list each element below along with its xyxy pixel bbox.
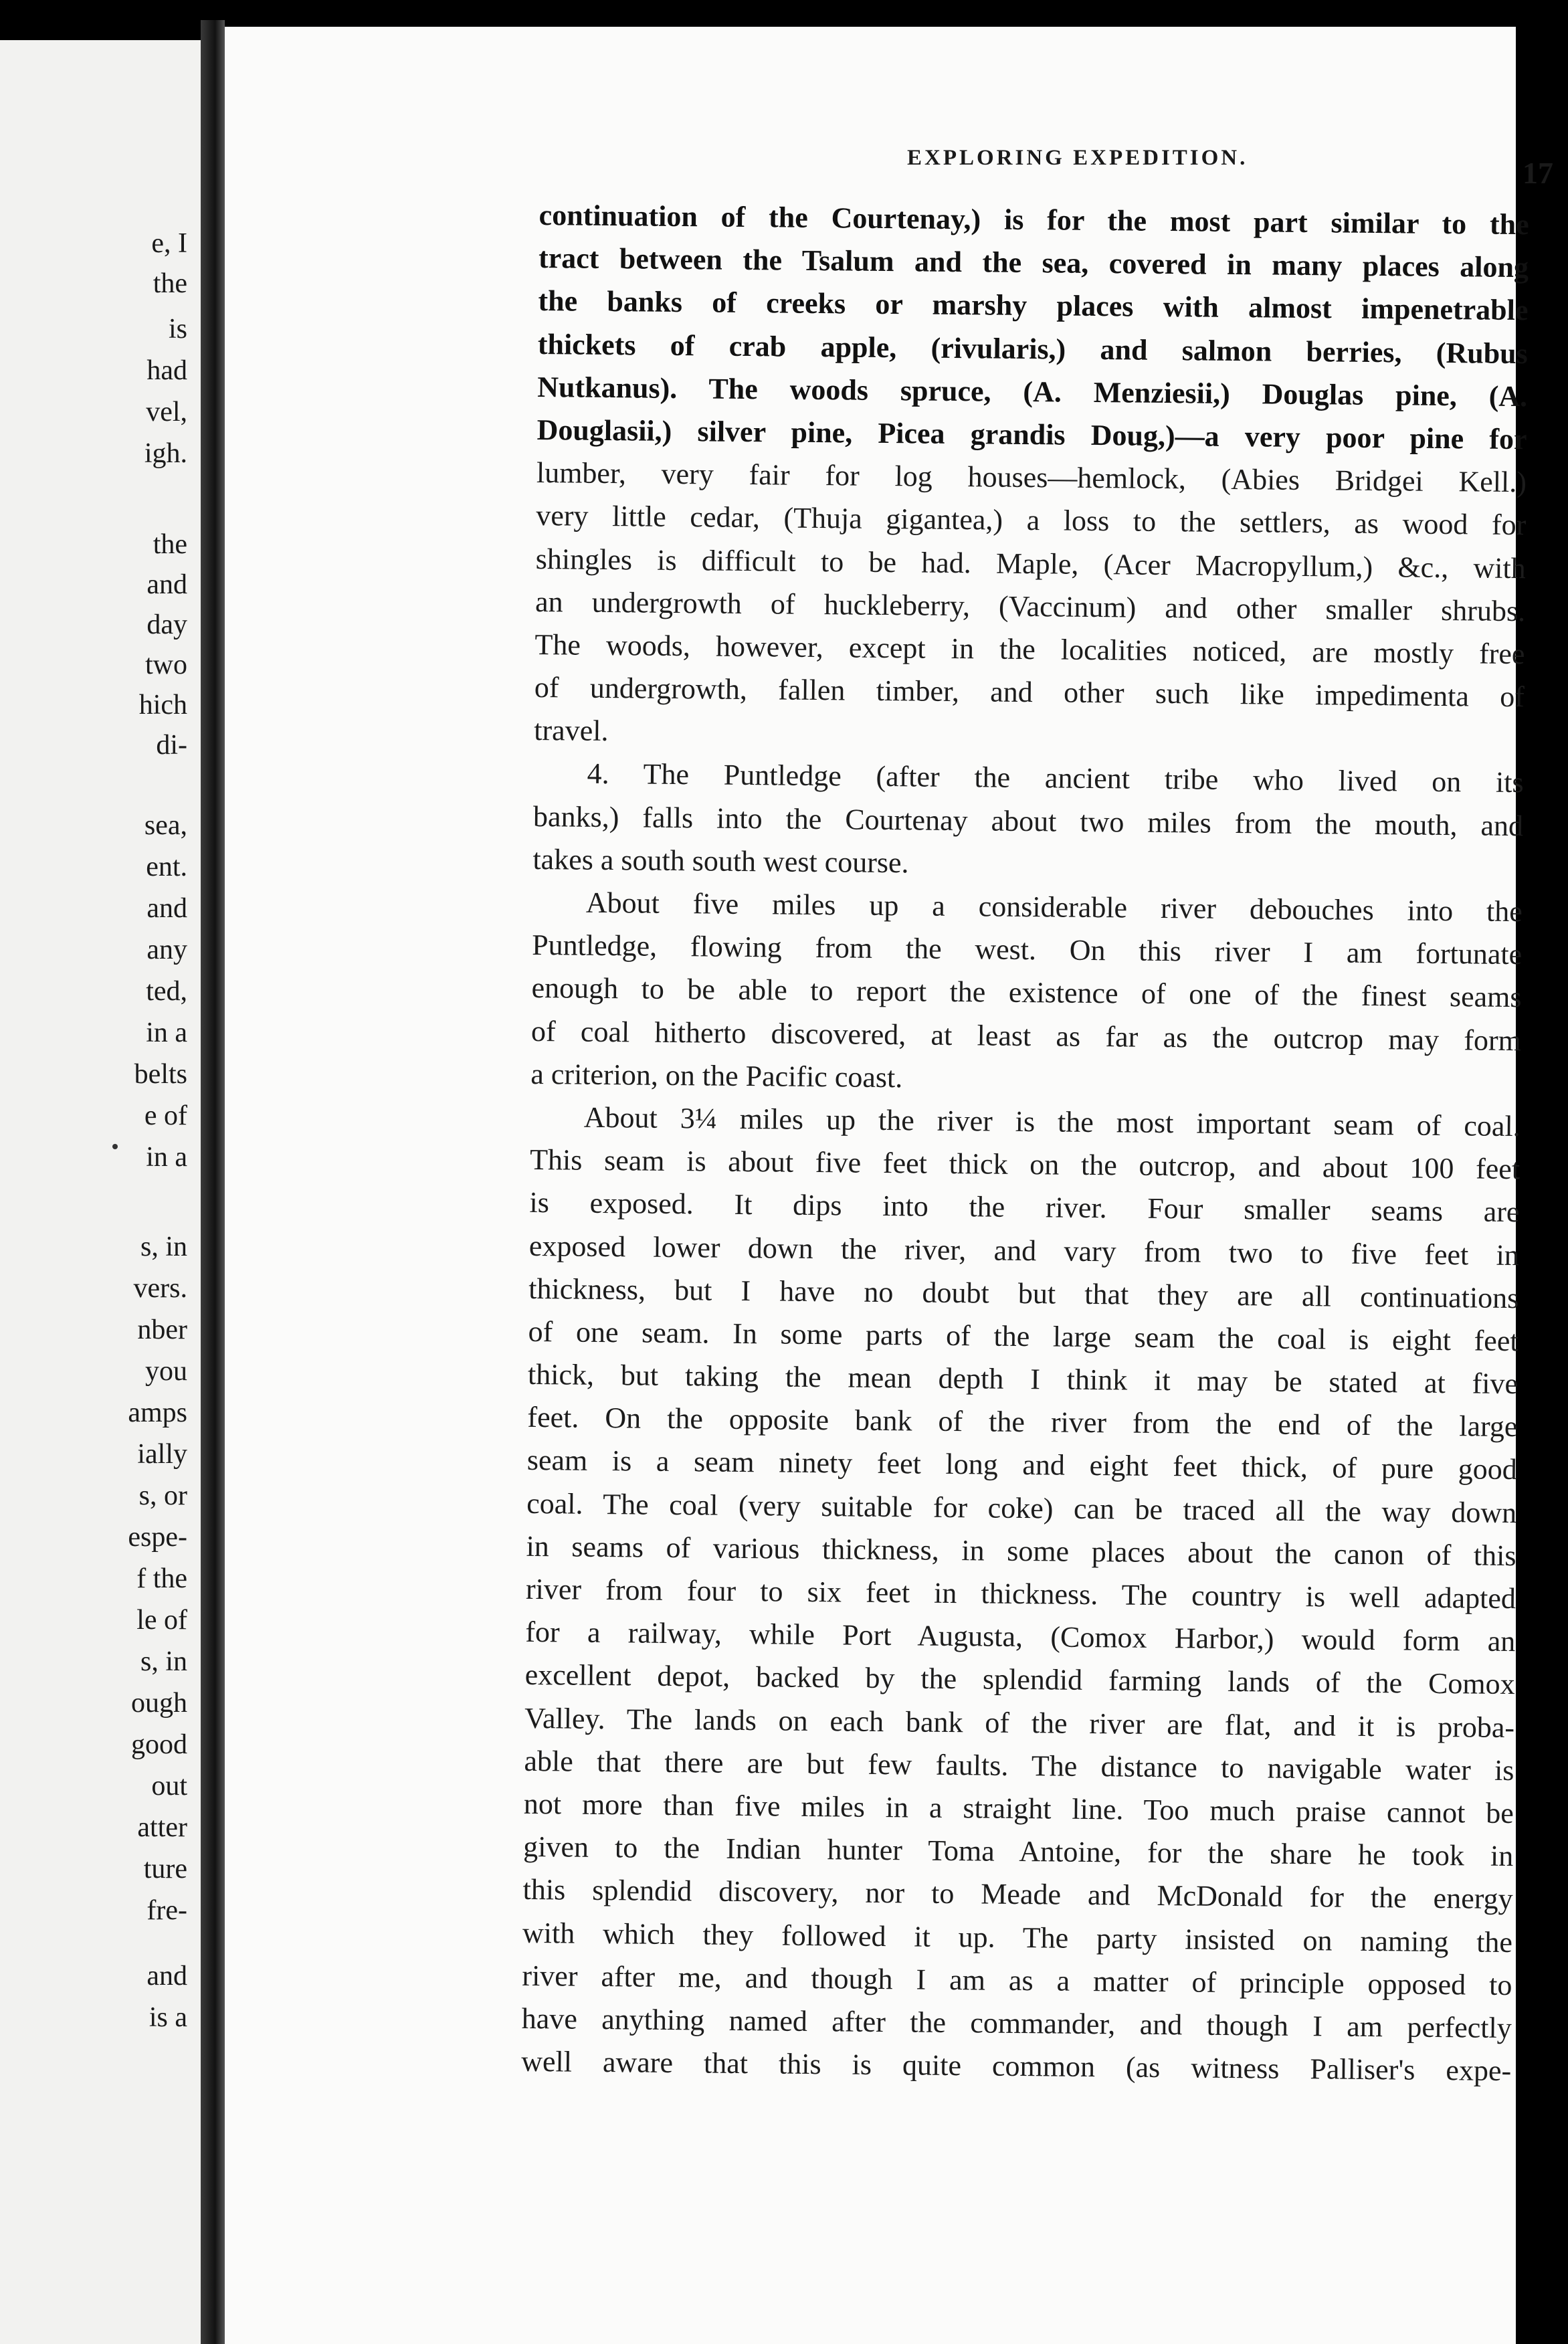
left-page-fragment: is (168, 314, 187, 345)
text-line: About 3¼ miles up the river is the most important seam of coal. (583, 1100, 1521, 1143)
left-page-fragment: out (151, 1771, 187, 1801)
left-page-fragment: f the (136, 1563, 187, 1594)
text-line: river from four to six feet in thickness. The country is well adapted (525, 1572, 1516, 1616)
left-page-fragment: fre- (146, 1895, 187, 1926)
text-line: this splendid discovery, nor to Meade and McDonald for the energy (522, 1873, 1513, 1916)
left-page-fragment: igh. (144, 438, 187, 469)
text-line: feet. On the opposite bank of the river from the end of the large (527, 1401, 1518, 1444)
text-line: Puntledge, flowing from the west. On this river I am fortunate (531, 929, 1523, 971)
text-line: very little cedar, (Thuja gigantea,) a loss to the settlers, as wood for (536, 499, 1527, 542)
text-line: for a railway, while Port Augusta, (Comox Harbor,) would form an (525, 1616, 1516, 1658)
left-page-fragment: amps (128, 1397, 187, 1428)
text-line: banks,) falls into the Courtenay about two miles from the mouth, and (532, 799, 1524, 842)
left-page-fragment: atter (137, 1812, 187, 1843)
left-page-fragment: had (146, 355, 187, 386)
text-line: seam is a seam ninety feet long and eight feet thick, of pure good (526, 1444, 1517, 1486)
text-line: given to the Indian hunter Toma Antoine, for the share he took in (523, 1830, 1514, 1873)
left-page-fragment: the (153, 529, 187, 560)
left-page-fragment: ture (143, 1854, 187, 1884)
text-line: excellent depot, backed by the splendid farming lands of the Comox (524, 1658, 1515, 1701)
left-page-fragment: e, I (151, 228, 187, 259)
book-gutter (201, 20, 225, 2344)
text-line: an undergrowth of huckleberry, (Vaccinum) and other smaller shrubs. (534, 585, 1526, 627)
ink-spot (112, 1144, 118, 1149)
left-page-fragment: and (146, 893, 187, 924)
left-page-fragment: ially (137, 1439, 187, 1470)
page (225, 27, 1553, 2344)
left-page-fragment: belts (134, 1059, 187, 1090)
text-line: is exposed. It dips into the river. Four smaller seams are (529, 1186, 1520, 1229)
left-page-fragment: ough (131, 1688, 187, 1719)
left-page-fragment: and (146, 1961, 187, 1991)
text-line: in seams of various thickness, in some places about the canon of this (526, 1529, 1516, 1572)
text-line: tract between the Tsalum and the sea, covered in many places along (538, 241, 1529, 284)
left-page-fragment: nber (137, 1314, 187, 1345)
text-line: continuation of the Courtenay,) is for the most part similar to the (538, 198, 1529, 241)
text-line: exposed lower down the river, and vary from two to five feet in (528, 1229, 1520, 1272)
text-line: This seam is about five feet thick on the outcrop, and about 100 feet (529, 1143, 1521, 1186)
text-line: of coal hitherto discovered, at least as far as the outcrop may form (530, 1014, 1522, 1057)
text-line: have anything named after the commander, and though I am perfectly (521, 2001, 1512, 2044)
left-page-fragment: the (153, 268, 187, 299)
text-line: river after me, and though I am as a matter of principle opposed to (522, 1959, 1512, 2001)
page-number: 17 (1523, 156, 1553, 190)
text-line: able that there are but few faults. The distance to navigable water is (524, 1744, 1514, 1787)
text-line: of undergrowth, fallen timber, and other such like impedimenta of (534, 671, 1525, 714)
left-page-fragment: vel, (146, 397, 187, 427)
text-line: with which they followed it up. The party insisted on naming the (522, 1916, 1513, 1959)
left-page-fragment: good (131, 1729, 187, 1760)
left-page-fragment: le of (136, 1605, 187, 1636)
left-page-fragment: in a (146, 1142, 187, 1173)
left-page-fragment: in a (146, 1017, 187, 1048)
running-head: EXPLORING EXPEDITION. (907, 146, 1248, 170)
text-line: 4. The Puntledge (after the ancient tribe who lived on its (587, 757, 1524, 799)
left-page-fragment: you (145, 1356, 187, 1387)
left-page-fragment: ted, (146, 976, 187, 1007)
left-page-fragment: hich (138, 690, 187, 720)
text-line: The woods, however, except in the localities noticed, are mostly free (534, 627, 1525, 671)
left-page-fragment: s, or (138, 1480, 187, 1511)
text-line: enough to be able to report the existence of one of the finest seams (531, 971, 1522, 1014)
left-page-fragment: vers. (133, 1273, 187, 1304)
text-line: travel. (534, 714, 609, 748)
text-line: About five miles up a considerable river debouches into the (585, 886, 1523, 929)
text-line: thickets of crab apple, (rivularis,) and salmon berries, (Rubus (537, 327, 1529, 370)
text-line: a criterion, on the Pacific coast. (530, 1057, 903, 1094)
text-line: thick, but taking the mean depth I think it may be stated at five (527, 1357, 1518, 1401)
left-page-fragment: s, in (140, 1232, 187, 1262)
text-line: shingles is difficult to be had. Maple, (Acer Macropyllum,) &c., with (535, 542, 1526, 585)
text-line: Nutkanus). The woods spruce, (A. Menziesii,) Douglas pine, (A. (536, 370, 1528, 413)
left-page-fragment: day (146, 609, 187, 640)
text-line: of one seam. In some parts of the large seam the coal is eight feet (528, 1314, 1518, 1358)
left-page-fragment: di- (156, 730, 187, 761)
text-line: lumber, very fair for log houses—hemlock, (Abies Bridgei Kell.) (536, 456, 1527, 499)
left-page-fragment: s, in (140, 1646, 187, 1677)
left-facing-page (0, 40, 201, 2344)
left-page-fragment: two (145, 650, 187, 680)
text-line: coal. The coal (very suitable for coke) can be traced all the way down (526, 1486, 1517, 1529)
text-line: Douglasii,) silver pine, Picea grandis Doug,)—a very poor pine for (536, 413, 1527, 456)
text-line: Valley. The lands on each bank of the river are flat, and it is proba- (524, 1701, 1515, 1744)
body-text (521, 194, 1529, 2092)
left-page-fragment: is a (149, 2002, 187, 2033)
left-page-fragment: e of (144, 1100, 187, 1131)
text-line: not more than five miles in a straight line. Too much praise cannot be (523, 1787, 1514, 1830)
left-page-fragment: and (146, 569, 187, 600)
left-page-fragment: sea, (144, 810, 187, 841)
text-line: well aware that this is quite common (as witness Palliser's expe- (520, 2044, 1512, 2088)
text-line: takes a south south west course. (532, 842, 909, 880)
left-page-fragment: any (146, 935, 187, 965)
text-line: thickness, but I have no doubt but that they are all continuations (528, 1272, 1519, 1314)
left-page-fragment: espe- (128, 1522, 187, 1553)
text-line: the banks of creeks or marshy places with almost impenetrable (538, 284, 1529, 327)
left-page-fragment: ent. (146, 852, 187, 882)
